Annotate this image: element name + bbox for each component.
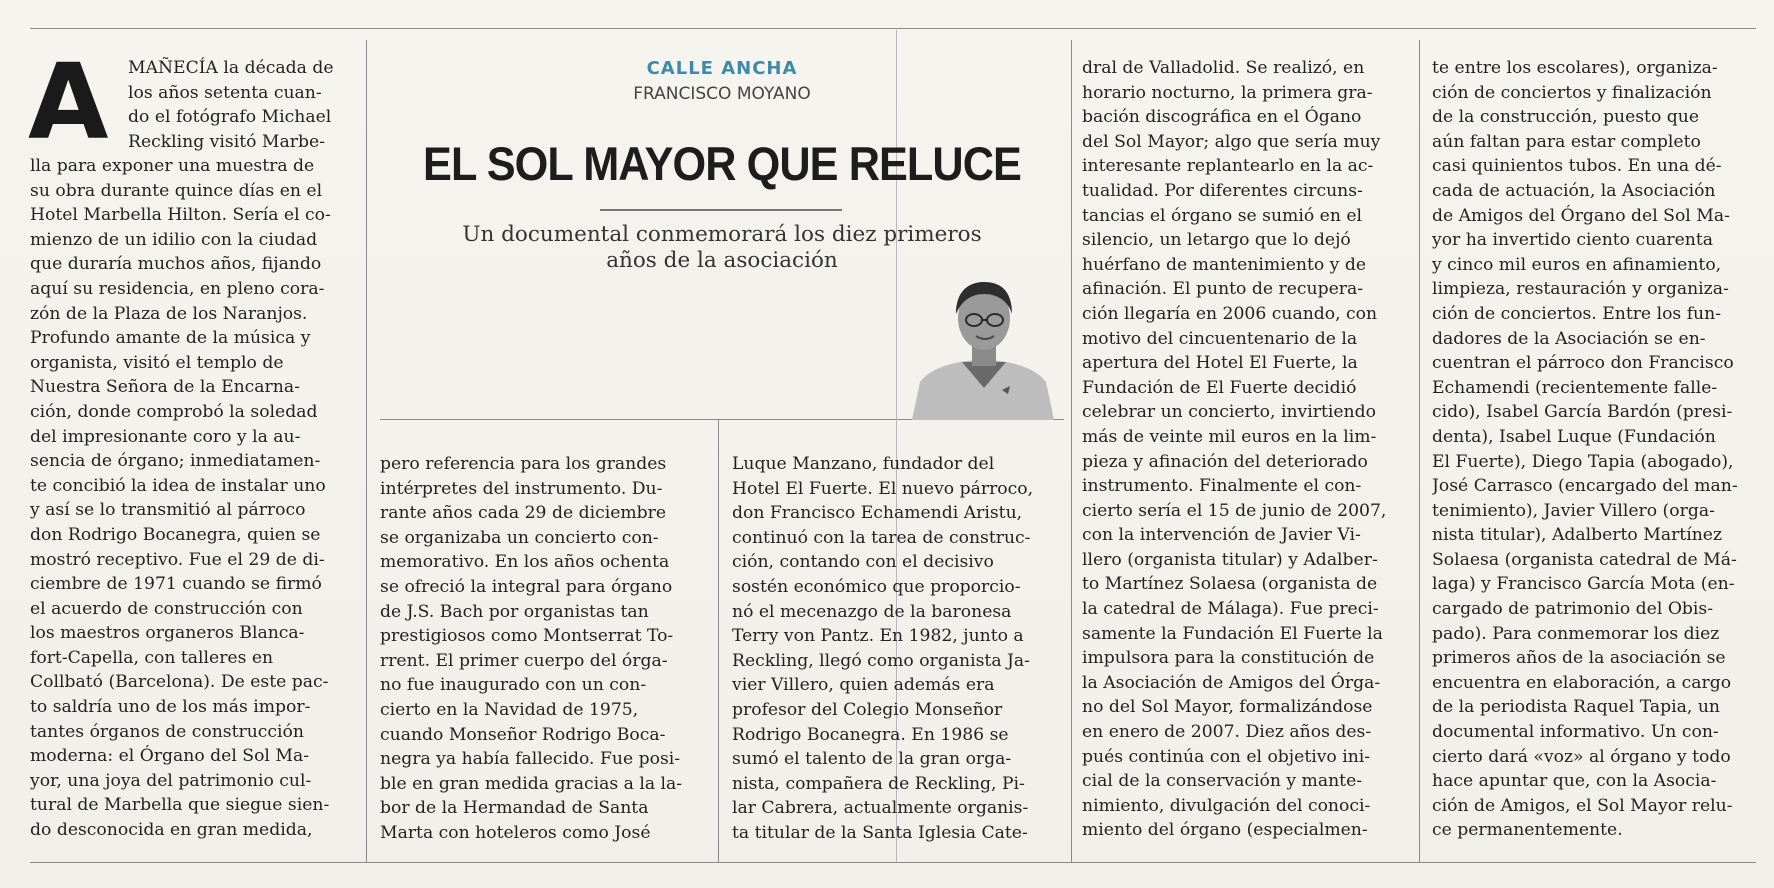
text-line: Reckling visitó Marbe- [128, 131, 325, 152]
text-line: aquí su residencia, en pleno cora- [30, 278, 325, 299]
text-line: cido), Isabel García Bardón (presi- [1432, 402, 1733, 423]
text-line: profesor del Colegio Monseñor [732, 699, 1003, 720]
text-line: se ofreció la integral para órgano [380, 576, 673, 597]
subheadline [376, 222, 1068, 274]
text-line: ta titular de la Santa Iglesia Cate- [732, 822, 1028, 843]
text-line: ce permanentemente. [1432, 820, 1623, 841]
headline: EL SOL MAYOR QUE RELUCE [423, 137, 1021, 190]
article-column-3 [732, 452, 1068, 846]
text-line: cada de actuación, la Asociación [1432, 180, 1716, 201]
text-line: hace apuntar que, con la Asocia- [1432, 771, 1717, 792]
text-line: aún faltan para estar completo [1432, 131, 1701, 152]
column-divider-5 [1419, 40, 1420, 862]
text-line: llero (organista titular) y Adalber- [1082, 549, 1378, 570]
text-line: del impresionante coro y la au- [30, 426, 301, 447]
text-line: nista, compañera de Reckling, Pi- [732, 773, 1025, 794]
text-line: MAÑECÍA la década de [128, 58, 334, 78]
text-line: interesante replantearlo en la ac- [1082, 156, 1374, 177]
text-line: ción de conciertos y finalización [1432, 82, 1712, 103]
article-column-4 [1082, 56, 1416, 843]
text-line: tenimiento), Javier Villero (orga- [1432, 500, 1715, 521]
text-line: nista titular), Adalberto Martínez [1432, 525, 1723, 546]
text-line: pado). Para conmemorar los diez [1432, 623, 1720, 644]
text-line: no fue inaugurado con un con- [380, 675, 647, 696]
text-line: dadores de la Asociación se en- [1432, 328, 1706, 349]
text-line: casi quinientos tubos. En una dé- [1432, 156, 1722, 177]
text-line: Profundo amante de la música y [30, 328, 311, 349]
text-line: tancias el órgano se sumió en el [1082, 205, 1363, 226]
text-line: cierto en la Navidad de 1975, [380, 699, 639, 720]
text-line: rante años cada 29 de diciembre [380, 503, 667, 524]
text-line: to Martínez Solaesa (organista de [1082, 574, 1378, 595]
text-line: organista, visitó el templo de [30, 352, 284, 373]
text-line: yor, una joya del patrimonio cul- [30, 770, 312, 791]
text-line: ción de conciertos. Entre los fun- [1432, 303, 1722, 324]
text-line: ción de Amigos, el Sol Mayor relu- [1432, 795, 1733, 816]
text-line: su obra durante quince días en el [30, 180, 323, 201]
text-line: bor de la Hermandad de Santa [380, 798, 649, 819]
text-line: memorativo. En los años ochenta [380, 552, 670, 573]
text-line: denta), Isabel Luque (Fundación [1432, 426, 1716, 447]
text-line: sumó el talento de la gran orga- [732, 749, 1012, 770]
text-line: documental informativo. Un con- [1432, 722, 1719, 743]
text-line: cargado de patrimonio del Obis- [1432, 599, 1714, 620]
text-line: celebrar un concierto, invirtiendo [1082, 402, 1376, 423]
text-line: afinación. El punto de recupera- [1082, 279, 1364, 300]
text-line: ción, contando con el decisivo [732, 552, 994, 573]
text-line: do desconocida en gran medida, [30, 820, 313, 841]
subheadline-line: años de la asociación [606, 248, 838, 273]
text-line: motivo del cincuentenario de la [1082, 328, 1358, 349]
text-line: Collbató (Barcelona). De este pac- [30, 672, 329, 693]
text-line: que duraría muchos años, fijando [30, 254, 322, 275]
text-line: Solaesa (organista catedral de Má- [1432, 549, 1737, 570]
text-line: la catedral de Málaga). Fue preci- [1082, 599, 1379, 620]
text-line: pieza y afinación del deteriorado [1082, 451, 1368, 472]
text-line: lar Cabrera, actualmente organis- [732, 798, 1029, 819]
text-line: tualidad. Por diferentes circuns- [1082, 180, 1363, 201]
text-line: silencio, un letargo que lo dejó [1082, 230, 1351, 251]
text-line: dral de Valladolid. Se realizó, en [1082, 58, 1365, 78]
text-line: sostén económico que proporcio- [732, 576, 1021, 597]
top-rule [30, 28, 1756, 29]
text-line: apertura del Hotel El Fuerte, la [1082, 353, 1358, 374]
text-line: horario nocturno, la primera gra- [1082, 82, 1373, 103]
text-line: huérfano de mantenimiento y de [1082, 254, 1367, 275]
text-line: yor ha invertido ciento cuarenta [1432, 230, 1714, 251]
text-line: encuentra en elaboración, a cargo [1432, 672, 1732, 693]
article-column-1-intro [128, 56, 360, 154]
text-line: laga) y Francisco García Mota (en- [1432, 574, 1735, 595]
text-line: ciembre de 1971 cuando se firmó [30, 574, 322, 595]
text-line: de J.S. Bach por organistas tan [380, 601, 649, 622]
text-line: de la construcción, puesto que [1432, 107, 1700, 128]
text-line: Hotel Marbella Hilton. Sería el co- [30, 205, 331, 226]
text-line: Fundación de El Fuerte decidió [1082, 377, 1357, 398]
text-line: impulsora para la constitución de [1082, 648, 1375, 669]
text-line: te concibió la idea de instalar uno [30, 475, 326, 496]
text-line: tural de Marbella que siegue sien- [30, 795, 330, 816]
text-line: limpieza, restauración y organiza- [1432, 279, 1729, 300]
text-line: Terry von Pantz. En 1982, junto a [732, 626, 1024, 647]
text-line: vier Villero, quien además era [732, 675, 995, 696]
text-line: no del Sol Mayor, formalizándose [1082, 697, 1373, 718]
text-line: se organizaba un concierto con- [380, 527, 659, 548]
article-column-1 [30, 154, 362, 843]
text-line: cierto sería el 15 de junio de 2007, [1082, 500, 1387, 521]
text-line: Echamendi (recientemente falle- [1432, 377, 1718, 398]
text-line: don Rodrigo Bocanegra, quien se [30, 524, 321, 545]
text-line: intérpretes del instrumento. Du- [380, 478, 663, 499]
text-line: primeros años de la asociación se [1432, 648, 1726, 669]
article-column-5 [1432, 56, 1766, 843]
text-line: fort-Capella, con talleres en [30, 647, 274, 668]
text-line: ción, donde comprobó la soledad [30, 401, 318, 422]
text-line: Marta con hoteleros como José [380, 822, 651, 843]
section-label: CALLE ANCHA [646, 58, 798, 79]
text-line: cial de la conservación y mante- [1082, 771, 1363, 792]
text-line: José Carrasco (encargado del man- [1432, 476, 1738, 497]
text-line: del Sol Mayor; algo que sería muy [1082, 131, 1381, 152]
text-line: nimiento, divulgación del conoci- [1082, 795, 1371, 816]
text-line: zón de la Plaza de los Naranjos. [30, 303, 308, 324]
text-line: nó el mecenazgo de la baronesa [732, 601, 1012, 622]
text-line: de la periodista Raquel Tapia, un [1432, 697, 1720, 718]
drop-cap: A [28, 41, 109, 163]
text-line: to saldría uno de los más impor- [30, 697, 311, 718]
author-byline: FRANCISCO MOYANO [633, 84, 811, 104]
text-line: cuando Monseñor Rodrigo Boca- [380, 724, 666, 745]
text-line: y así se lo transmitió al párroco [30, 500, 306, 521]
text-line: Luque Manzano, fundador del [732, 454, 995, 474]
text-line: Reckling, llegó como organista Ja- [732, 650, 1030, 671]
text-line: rrent. El primer cuerpo del órga- [380, 650, 668, 671]
text-line: instrumento. Finalmente el con- [1082, 476, 1362, 497]
text-line: los maestros organeros Blanca- [30, 623, 305, 644]
subheadline-line: Un documental conmemorará los diez primeros [462, 222, 982, 247]
text-line: ble en gran medida gracias a la la- [380, 773, 683, 794]
text-line: tantes órganos de construcción [30, 721, 304, 742]
text-line: cierto dará «voz» al órgano y todo [1432, 746, 1731, 767]
column-divider-4 [1071, 40, 1072, 862]
author-portrait-icon [912, 270, 1054, 420]
text-line: Nuestra Señora de la Encarna- [30, 377, 300, 398]
text-line: mienzo de un idilio con la ciudad [30, 229, 318, 250]
headline-rule [600, 209, 842, 211]
text-line: prestigiosos como Montserrat To- [380, 626, 674, 647]
bottom-rule [30, 862, 1756, 863]
text-line: en enero de 2007. Diez años des- [1082, 722, 1372, 743]
text-line: negra ya había fallecido. Fue posi- [380, 749, 681, 770]
text-line: don Francisco Echamendi Aristu, [732, 503, 1023, 524]
text-line: do el fotógrafo Michael [128, 107, 332, 128]
text-line: y cinco mil euros en afinamiento, [1432, 254, 1722, 275]
text-line: lla para exponer una muestra de [30, 156, 315, 176]
text-line: los años setenta cuan- [128, 82, 322, 103]
column-divider-3 [718, 420, 719, 862]
text-line: la Asociación de Amigos del Órga- [1082, 672, 1381, 693]
text-line: bación discográfica en el Ógano [1082, 107, 1362, 128]
text-line: Rodrigo Bocanegra. En 1986 se [732, 724, 1009, 745]
text-line: más de veinte mil euros en la lim- [1082, 426, 1377, 447]
text-line: continuó con la tarea de construc- [732, 527, 1031, 548]
text-line: El Fuerte), Diego Tapia (abogado), [1432, 451, 1734, 472]
text-line: cuentran el párroco don Francisco [1432, 353, 1734, 374]
text-line: con la intervención de Javier Vi- [1082, 525, 1361, 546]
text-line: sencia de órgano; inmediatamen- [30, 451, 321, 472]
text-line: moderna: el Órgano del Sol Ma- [30, 746, 310, 767]
text-line: samente la Fundación El Fuerte la [1082, 623, 1383, 644]
column-divider-1 [366, 40, 367, 862]
author-photo [912, 270, 1054, 420]
text-line: Hotel El Fuerte. El nuevo párroco, [732, 478, 1034, 499]
text-line: ción llegaría en 2006 cuando, con [1082, 303, 1378, 324]
text-line: te entre los escolares), organiza- [1432, 58, 1718, 78]
text-line: miento del órgano (especialmen- [1082, 820, 1368, 841]
text-line: pués continúa con el objetivo ini- [1082, 746, 1371, 767]
text-line: pero referencia para los grandes [380, 454, 667, 474]
article-column-2 [380, 452, 714, 846]
text-line: de Amigos del Órgano del Sol Ma- [1432, 205, 1730, 226]
text-line: el acuerdo de construcción con [30, 598, 303, 619]
text-line: mostró receptivo. Fue el 29 de di- [30, 549, 325, 570]
